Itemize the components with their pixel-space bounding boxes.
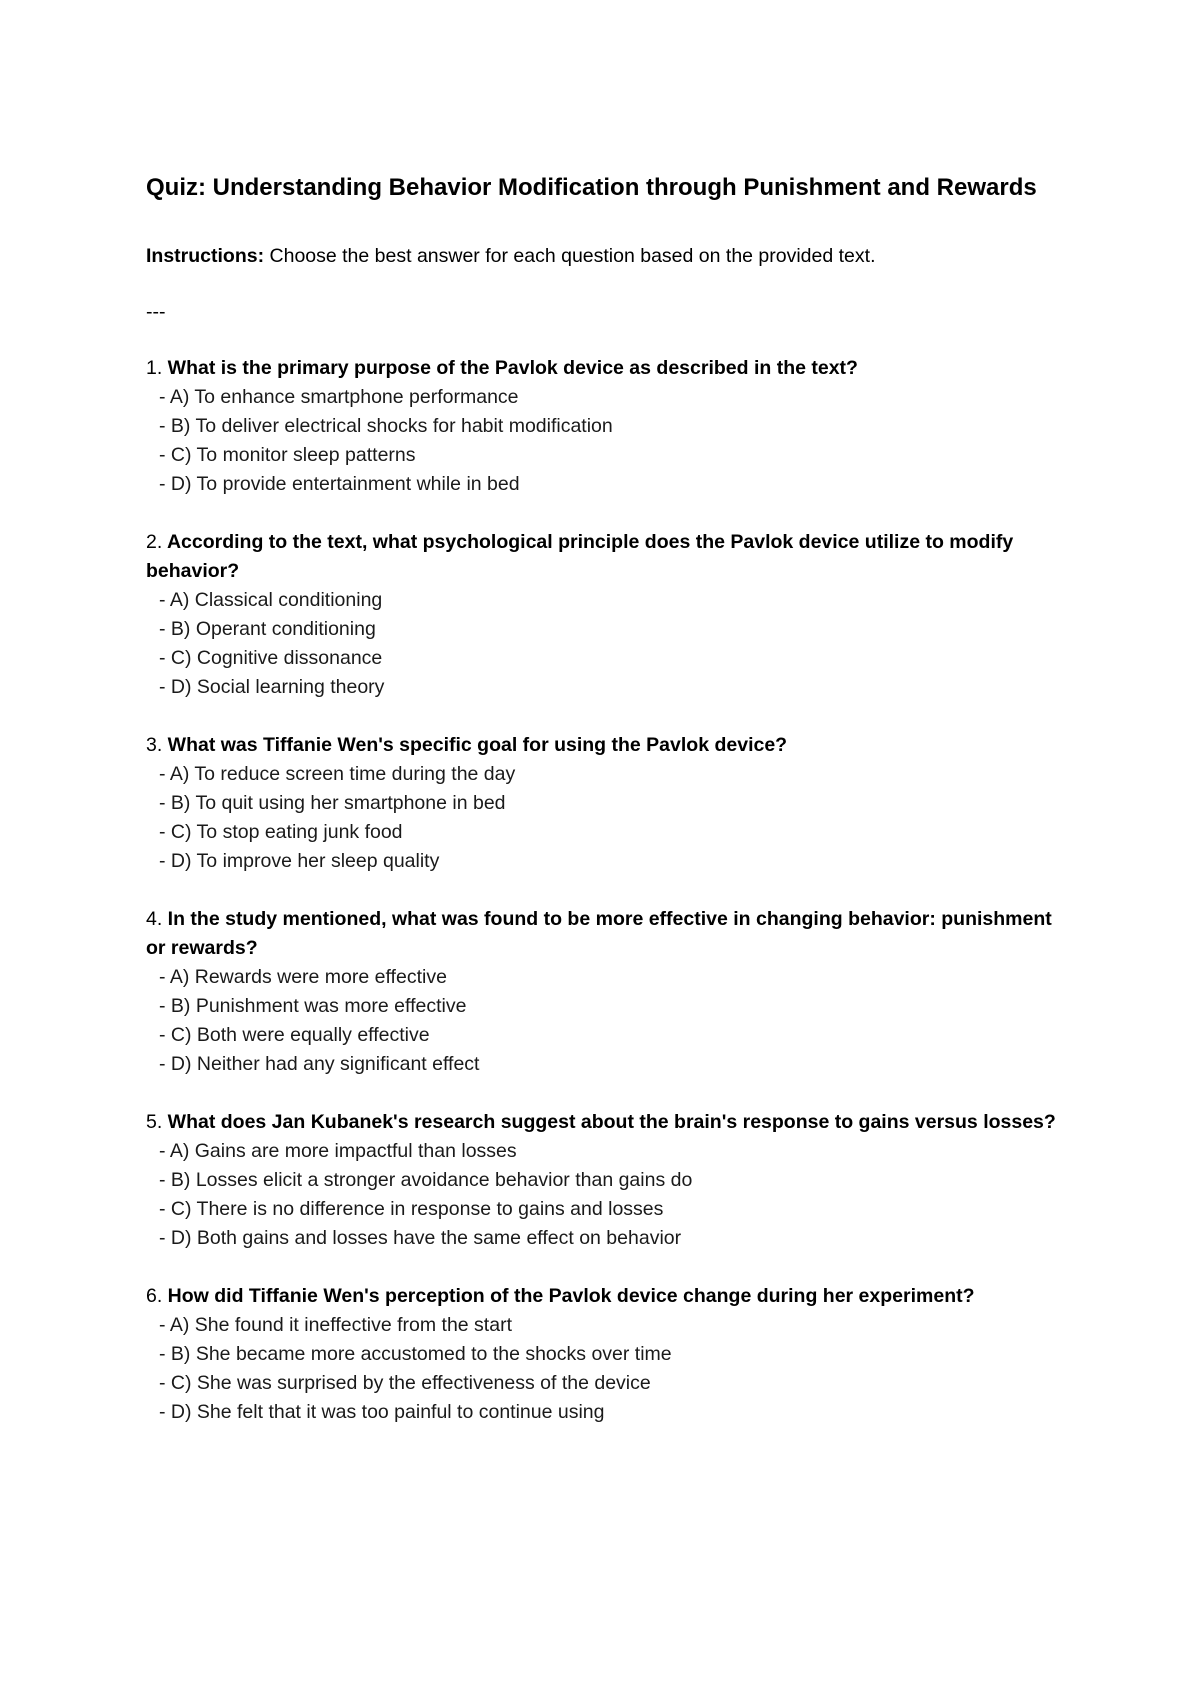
question-number: 3. xyxy=(146,734,163,756)
option-a: - A) She found it ineffective from the start xyxy=(159,1314,512,1336)
option-c: - C) Both were equally effective xyxy=(159,1024,430,1046)
option-d: - D) She felt that it was too painful to continue using xyxy=(159,1401,605,1423)
option-b: - B) To deliver electrical shocks for habit modification xyxy=(159,415,613,437)
question-text xyxy=(146,731,1076,760)
question-number: 1. xyxy=(146,357,163,379)
options-list xyxy=(146,1137,1076,1253)
option-c: - C) To stop eating junk food xyxy=(159,821,403,843)
question-text xyxy=(146,1108,1076,1137)
instructions-label: Instructions: xyxy=(146,245,265,267)
question-text xyxy=(146,528,1076,586)
option-c: - C) She was surprised by the effectiveness of the device xyxy=(159,1372,651,1394)
instructions-text: Choose the best answer for each question based on the provided text. xyxy=(264,245,876,267)
option-d: - D) Neither had any significant effect xyxy=(159,1053,480,1075)
option-b: - B) Punishment was more effective xyxy=(159,995,467,1017)
instructions xyxy=(146,242,1076,271)
option-b: - B) Operant conditioning xyxy=(159,618,376,640)
separator: --- xyxy=(146,301,166,323)
question-2 xyxy=(146,528,1076,702)
option-a: - A) To reduce screen time during the day xyxy=(159,763,516,785)
question-number: 2. xyxy=(146,531,163,553)
options-list xyxy=(146,760,1076,876)
option-b: - B) Losses elicit a stronger avoidance behavior than gains do xyxy=(159,1169,693,1191)
question-text xyxy=(146,1282,1076,1311)
option-d: - D) To improve her sleep quality xyxy=(159,850,440,872)
option-d: - D) To provide entertainment while in bed xyxy=(159,473,520,495)
option-d: - D) Both gains and losses have the same effect on behavior xyxy=(159,1227,682,1249)
option-a: - A) To enhance smartphone performance xyxy=(159,386,519,408)
question-stem: According to the text, what psychological principle does the Pavlok device utilize to modify behavior? xyxy=(146,531,1014,582)
question-stem: What was Tiffanie Wen's specific goal for using the Pavlok device? xyxy=(162,734,788,756)
question-number: 4. xyxy=(146,908,163,930)
option-d: - D) Social learning theory xyxy=(159,676,385,698)
quiz-title: Quiz: Understanding Behavior Modification through Punishment and Rewards xyxy=(146,174,1037,201)
question-text xyxy=(146,905,1076,963)
option-c: - C) Cognitive dissonance xyxy=(159,647,383,669)
question-4 xyxy=(146,905,1076,1079)
option-c: - C) To monitor sleep patterns xyxy=(159,444,416,466)
options-list xyxy=(146,1311,1076,1427)
option-c: - C) There is no difference in response to gains and losses xyxy=(159,1198,664,1220)
document-page xyxy=(146,170,1076,1456)
question-number: 5. xyxy=(146,1111,163,1133)
option-b: - B) She became more accustomed to the shocks over time xyxy=(159,1343,672,1365)
question-number: 6. xyxy=(146,1285,163,1307)
question-text xyxy=(146,354,1076,383)
options-list xyxy=(146,383,1076,499)
question-3 xyxy=(146,731,1076,876)
options-list xyxy=(146,586,1076,702)
option-a: - A) Classical conditioning xyxy=(159,589,383,611)
question-stem: How did Tiffanie Wen's perception of the Pavlok device change during her experiment? xyxy=(162,1285,975,1307)
question-stem: What does Jan Kubanek's research suggest about the brain's response to gains versus losses? xyxy=(162,1111,1056,1133)
option-b: - B) To quit using her smartphone in bed xyxy=(159,792,506,814)
question-stem: What is the primary purpose of the Pavlok device as described in the text? xyxy=(162,357,858,379)
question-6 xyxy=(146,1282,1076,1427)
question-1 xyxy=(146,354,1076,499)
question-5 xyxy=(146,1108,1076,1253)
questions-list xyxy=(146,354,1076,1427)
option-a: - A) Gains are more impactful than losses xyxy=(159,1140,517,1162)
question-stem: In the study mentioned, what was found to be more effective in changing behavior: punishment or rewards? xyxy=(146,908,1052,959)
option-a: - A) Rewards were more effective xyxy=(159,966,447,988)
options-list xyxy=(146,963,1076,1079)
